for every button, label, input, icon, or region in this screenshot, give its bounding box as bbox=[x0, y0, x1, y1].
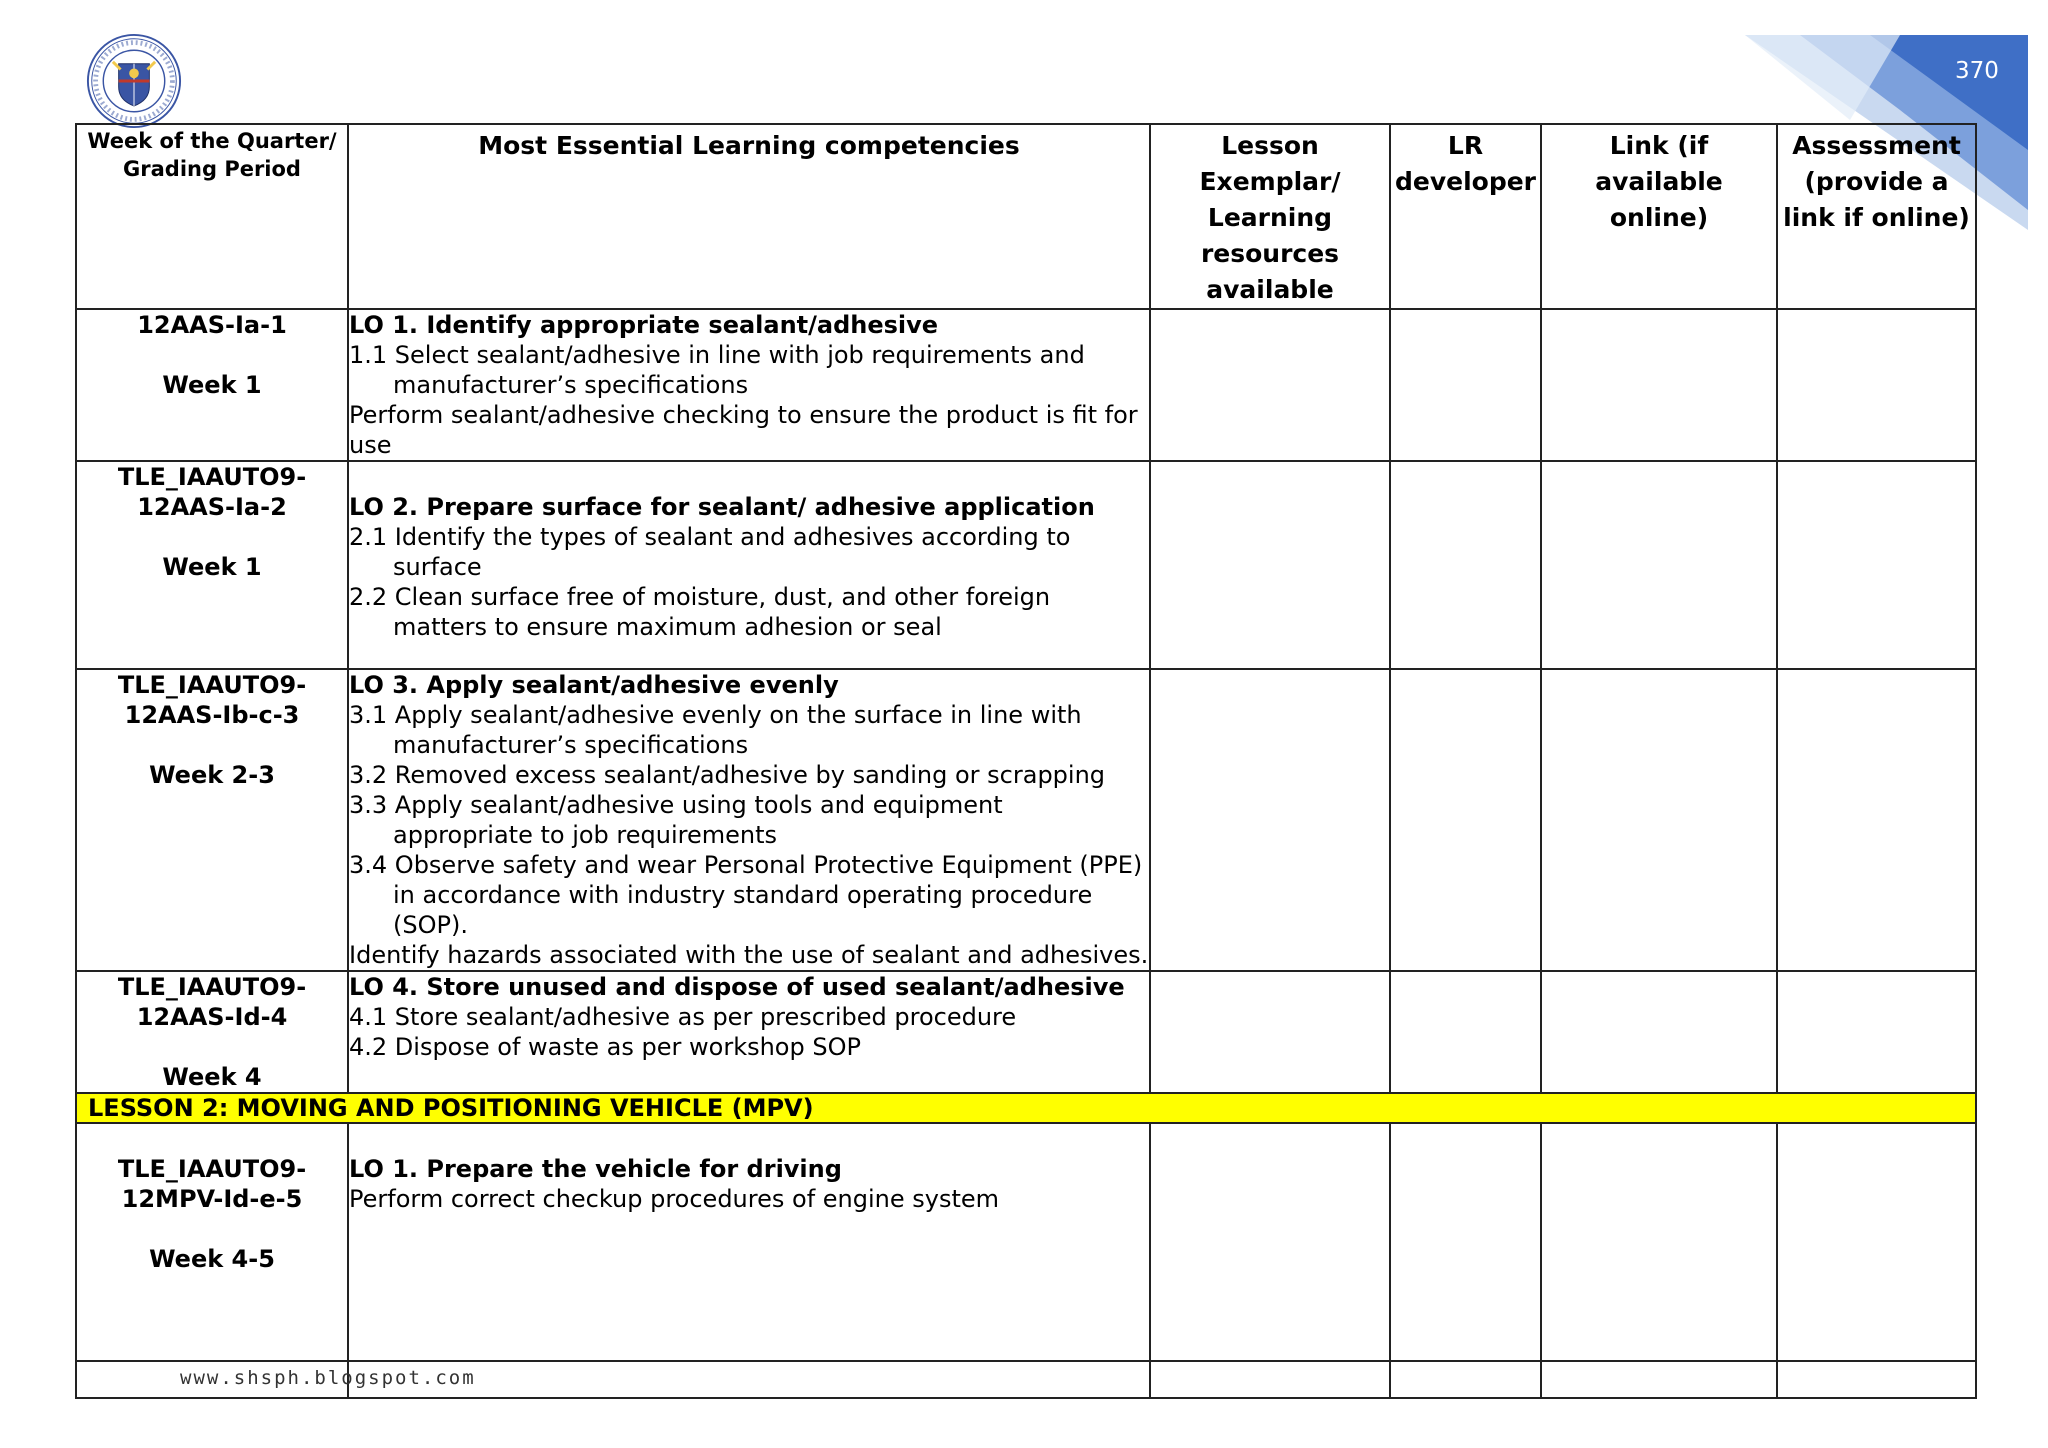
exemplar-cell bbox=[1150, 1123, 1390, 1361]
table-row bbox=[76, 1123, 1976, 1361]
page-number: 370 bbox=[1955, 58, 1999, 84]
exemplar-cell bbox=[1150, 461, 1390, 669]
code-cell: 12AAS-Ia-1 Week 1 bbox=[76, 309, 348, 461]
header-competencies: Most Essential Learning competencies bbox=[348, 124, 1150, 309]
competency-cell: LO 1. Identify appropriate sealant/adhesive 1.1 Select sealant/adhesive in line with job requirements and manufacturer’s specifications Perform sealant/adhesive checking to ensure the product is fit for use bbox=[348, 309, 1150, 461]
link-cell bbox=[1541, 1123, 1777, 1361]
table-header-row bbox=[76, 124, 1976, 309]
header-developer: LR developer bbox=[1390, 124, 1541, 309]
competency-cell: LO 3. Apply sealant/adhesive evenly 3.1 Apply sealant/adhesive evenly on the surface in line with manufacturer’s specifications 3.2 Removed excess sealant/adhesive by sanding or scrapping 3.3 Apply sealant/adhesive using tools and equipment appropriate to job requirements 3.4 Observe safety and wear Personal Protective Equipment (PPE) in accordance with industry standard operating procedure (SOP). Identify hazards associated with the use of sealant and adhesives. bbox=[349, 671, 1149, 969]
exemplar-cell bbox=[1150, 971, 1390, 1093]
code-cell: TLE_IAAUTO9- 12AAS-Ia-2 Week 1 bbox=[76, 461, 348, 669]
lesson-banner-row bbox=[76, 1093, 1976, 1123]
table-row bbox=[76, 461, 1976, 669]
assessment-cell bbox=[1777, 309, 1976, 461]
competency-cell: LO 4. Store unused and dispose of used sealant/adhesive 4.1 Store sealant/adhesive as per prescribed procedure 4.2 Dispose of waste as per workshop SOP bbox=[348, 971, 1150, 1093]
melc-table bbox=[75, 123, 1977, 1399]
assessment-cell bbox=[1777, 971, 1976, 1093]
developer-cell bbox=[1390, 309, 1541, 461]
empty-cell bbox=[1541, 1361, 1777, 1398]
table-row bbox=[76, 971, 1976, 1093]
developer-cell bbox=[1390, 669, 1541, 971]
competency-cell: LO 2. Prepare surface for sealant/ adhesive application 2.1 Identify the types of sealant and adhesives according to surface 2.2 Clean surface free of moisture, dust, and other foreign matters to ensure maximum adhesion or seal bbox=[348, 461, 1150, 669]
exemplar-cell bbox=[1150, 669, 1390, 971]
empty-cell bbox=[1777, 1361, 1976, 1398]
table-row bbox=[76, 309, 1976, 461]
code-cell: TLE_IAAUTO9- 12MPV-Id-e-5 Week 4-5 bbox=[76, 1123, 348, 1361]
developer-cell bbox=[1390, 971, 1541, 1093]
code-cell: TLE_IAAUTO9- 12AAS-Ib-c-3 Week 2-3 bbox=[76, 669, 348, 971]
empty-cell bbox=[1150, 1361, 1390, 1398]
developer-cell bbox=[1390, 1123, 1541, 1361]
link-cell bbox=[1541, 669, 1777, 971]
table-row bbox=[76, 669, 1976, 971]
lesson-2-title: LESSON 2: MOVING AND POSITIONING VEHICLE (MPV) bbox=[76, 1093, 1976, 1123]
developer-cell bbox=[1390, 461, 1541, 669]
exemplar-cell bbox=[1150, 309, 1390, 461]
footer-url: www.shsph.blogspot.com bbox=[180, 1367, 476, 1389]
assessment-cell bbox=[1777, 669, 1976, 971]
link-cell bbox=[1541, 971, 1777, 1093]
link-cell bbox=[1541, 309, 1777, 461]
assessment-cell bbox=[1777, 1123, 1976, 1361]
header-exemplar: Lesson Exemplar/ Learning resources available bbox=[1150, 124, 1390, 309]
header-link: Link (if available online) bbox=[1541, 124, 1777, 309]
header-week: Week of the Quarter/ Grading Period bbox=[76, 124, 348, 309]
empty-cell bbox=[1390, 1361, 1541, 1398]
competency-cell: LO 1. Prepare the vehicle for driving Perform correct checkup procedures of engine system bbox=[348, 1123, 1150, 1361]
code-cell: TLE_IAAUTO9- 12AAS-Id-4 Week 4 bbox=[76, 971, 348, 1093]
header-assessment: Assessment (provide a link if online) bbox=[1777, 124, 1976, 309]
assessment-cell bbox=[1777, 461, 1976, 669]
link-cell bbox=[1541, 461, 1777, 669]
